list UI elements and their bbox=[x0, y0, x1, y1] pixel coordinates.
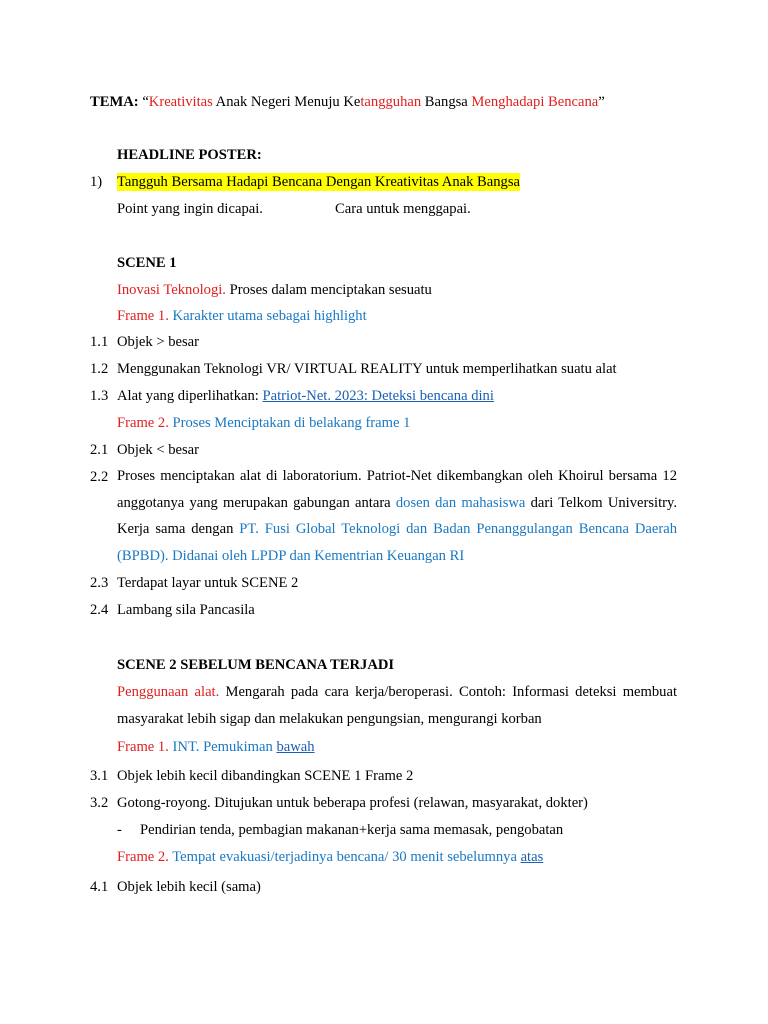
scene1-frame1-text: Karakter utama sebagai highlight bbox=[168, 308, 367, 324]
scene1-frame2-text: Proses Menciptakan di belakang frame 1 bbox=[168, 415, 411, 431]
tema-part-2: Anak Negeri Menuju Ke bbox=[212, 94, 361, 110]
atas-link[interactable]: atas bbox=[520, 849, 544, 865]
item-text: Gotong-royong. Ditujukan untuk beberapa profesi (relawan, masyarakat, dokter) bbox=[117, 795, 588, 811]
item-text: Objek > besar bbox=[117, 334, 199, 350]
item-number: 4.1 bbox=[90, 879, 109, 895]
item-number: 2.2 bbox=[90, 469, 109, 485]
item-number: 3.2 bbox=[90, 795, 109, 811]
item-text: Terdapat layar untuk SCENE 2 bbox=[117, 575, 299, 591]
item-number: 1.3 bbox=[90, 388, 109, 404]
item-text: Objek lebih kecil (sama) bbox=[117, 879, 261, 895]
item-number: 1.1 bbox=[90, 334, 109, 350]
headline-item-number: 1) bbox=[90, 174, 103, 190]
item-text: Alat yang diperlihatkan: bbox=[117, 388, 263, 404]
scene2-frame2-text: Tempat evakuasi/terjadinya bencana/ 30 menit sebelumnya bbox=[168, 849, 521, 865]
tema-part-4: Bangsa bbox=[421, 94, 472, 110]
item-text: Lambang sila Pancasila bbox=[117, 602, 255, 618]
scene1-frame2-label: Frame 2. bbox=[117, 415, 169, 431]
item-number: 2.3 bbox=[90, 575, 109, 591]
item-number: 3.1 bbox=[90, 768, 109, 784]
bawah-link[interactable]: bawah bbox=[276, 739, 315, 755]
headline-title: HEADLINE POSTER: bbox=[117, 147, 262, 163]
scene2-frame2-label: Frame 2. bbox=[117, 849, 169, 865]
scene2-intro-label: Penggunaan alat. bbox=[117, 684, 220, 700]
scene2-frame1-text: INT. Pemukiman bbox=[168, 739, 277, 755]
item-text: Objek lebih kecil dibandingkan SCENE 1 Frame 2 bbox=[117, 768, 414, 784]
scene1-frame1-label: Frame 1. bbox=[117, 308, 169, 324]
item-text: Menggunakan Teknologi VR/ VIRTUAL REALITY untuk memperlihatkan suatu alat bbox=[117, 361, 617, 377]
item-number: 2.4 bbox=[90, 602, 109, 618]
headline-point: Point yang ingin dicapai. bbox=[117, 201, 263, 217]
scene1-intro-label: Inovasi Teknologi. bbox=[117, 282, 226, 298]
bullet-text: Pendirian tenda, pembagian makanan+kerja sama memasak, pengobatan bbox=[140, 822, 564, 838]
headline-item-text: Tangguh Bersama Hadapi Bencana Dengan Kreativitas Anak Bangsa bbox=[117, 174, 521, 190]
item-number: 1.2 bbox=[90, 361, 109, 377]
patriot-net-link[interactable]: Patriot-Net. 2023: Deteksi bencana dini bbox=[262, 388, 494, 404]
bullet-dash: - bbox=[117, 822, 122, 838]
tema-close-quote: ” bbox=[598, 94, 605, 110]
item-number: 2.1 bbox=[90, 442, 109, 458]
item-text: Objek < besar bbox=[117, 442, 199, 458]
item-22-text-b: dosen dan mahasiswa bbox=[395, 494, 526, 511]
scene2-intro-text: Mengarah pada cara kerja/beroperasi. Contoh: Informasi deteksi membuat masyarakat lebih sigap dan melakukan pengungsian, mengurangi korban bbox=[117, 684, 677, 727]
headline-cara: Cara untuk menggapai. bbox=[335, 201, 471, 217]
scene2-intro bbox=[117, 679, 677, 732]
tema-open-quote: “ bbox=[142, 94, 149, 110]
tema-line bbox=[90, 93, 605, 111]
scene2-frame1-label: Frame 1. bbox=[117, 739, 169, 755]
tema-part-3: tangguhan bbox=[360, 94, 422, 110]
item-22-paragraph bbox=[117, 463, 677, 569]
tema-part-1: Kreativitas bbox=[148, 94, 213, 110]
item-22-text-c: dari Telkom Universitry. Kerja sama dengan bbox=[117, 494, 677, 538]
scene1-title: SCENE 1 bbox=[117, 255, 177, 271]
item-22-text-d: PT. Fusi Global Teknologi dan Badan Penanggulangan Bencana Daerah (BPBD). Didanai oleh LPDP dan Kementrian Keuangan RI bbox=[117, 521, 677, 564]
tema-part-5: Menghadapi Bencana bbox=[471, 94, 599, 110]
item-22-text-a: Proses menciptakan alat di laboratorium. Patriot-Net dikembangkan oleh Khoirul bersama 12 anggotanya yang merupakan gabungan antara bbox=[117, 468, 677, 511]
scene1-intro-text: Proses dalam menciptakan sesuatu bbox=[225, 282, 432, 298]
tema-label: TEMA: bbox=[90, 94, 139, 110]
scene2-title: SCENE 2 SEBELUM BENCANA TERJADI bbox=[117, 657, 395, 673]
